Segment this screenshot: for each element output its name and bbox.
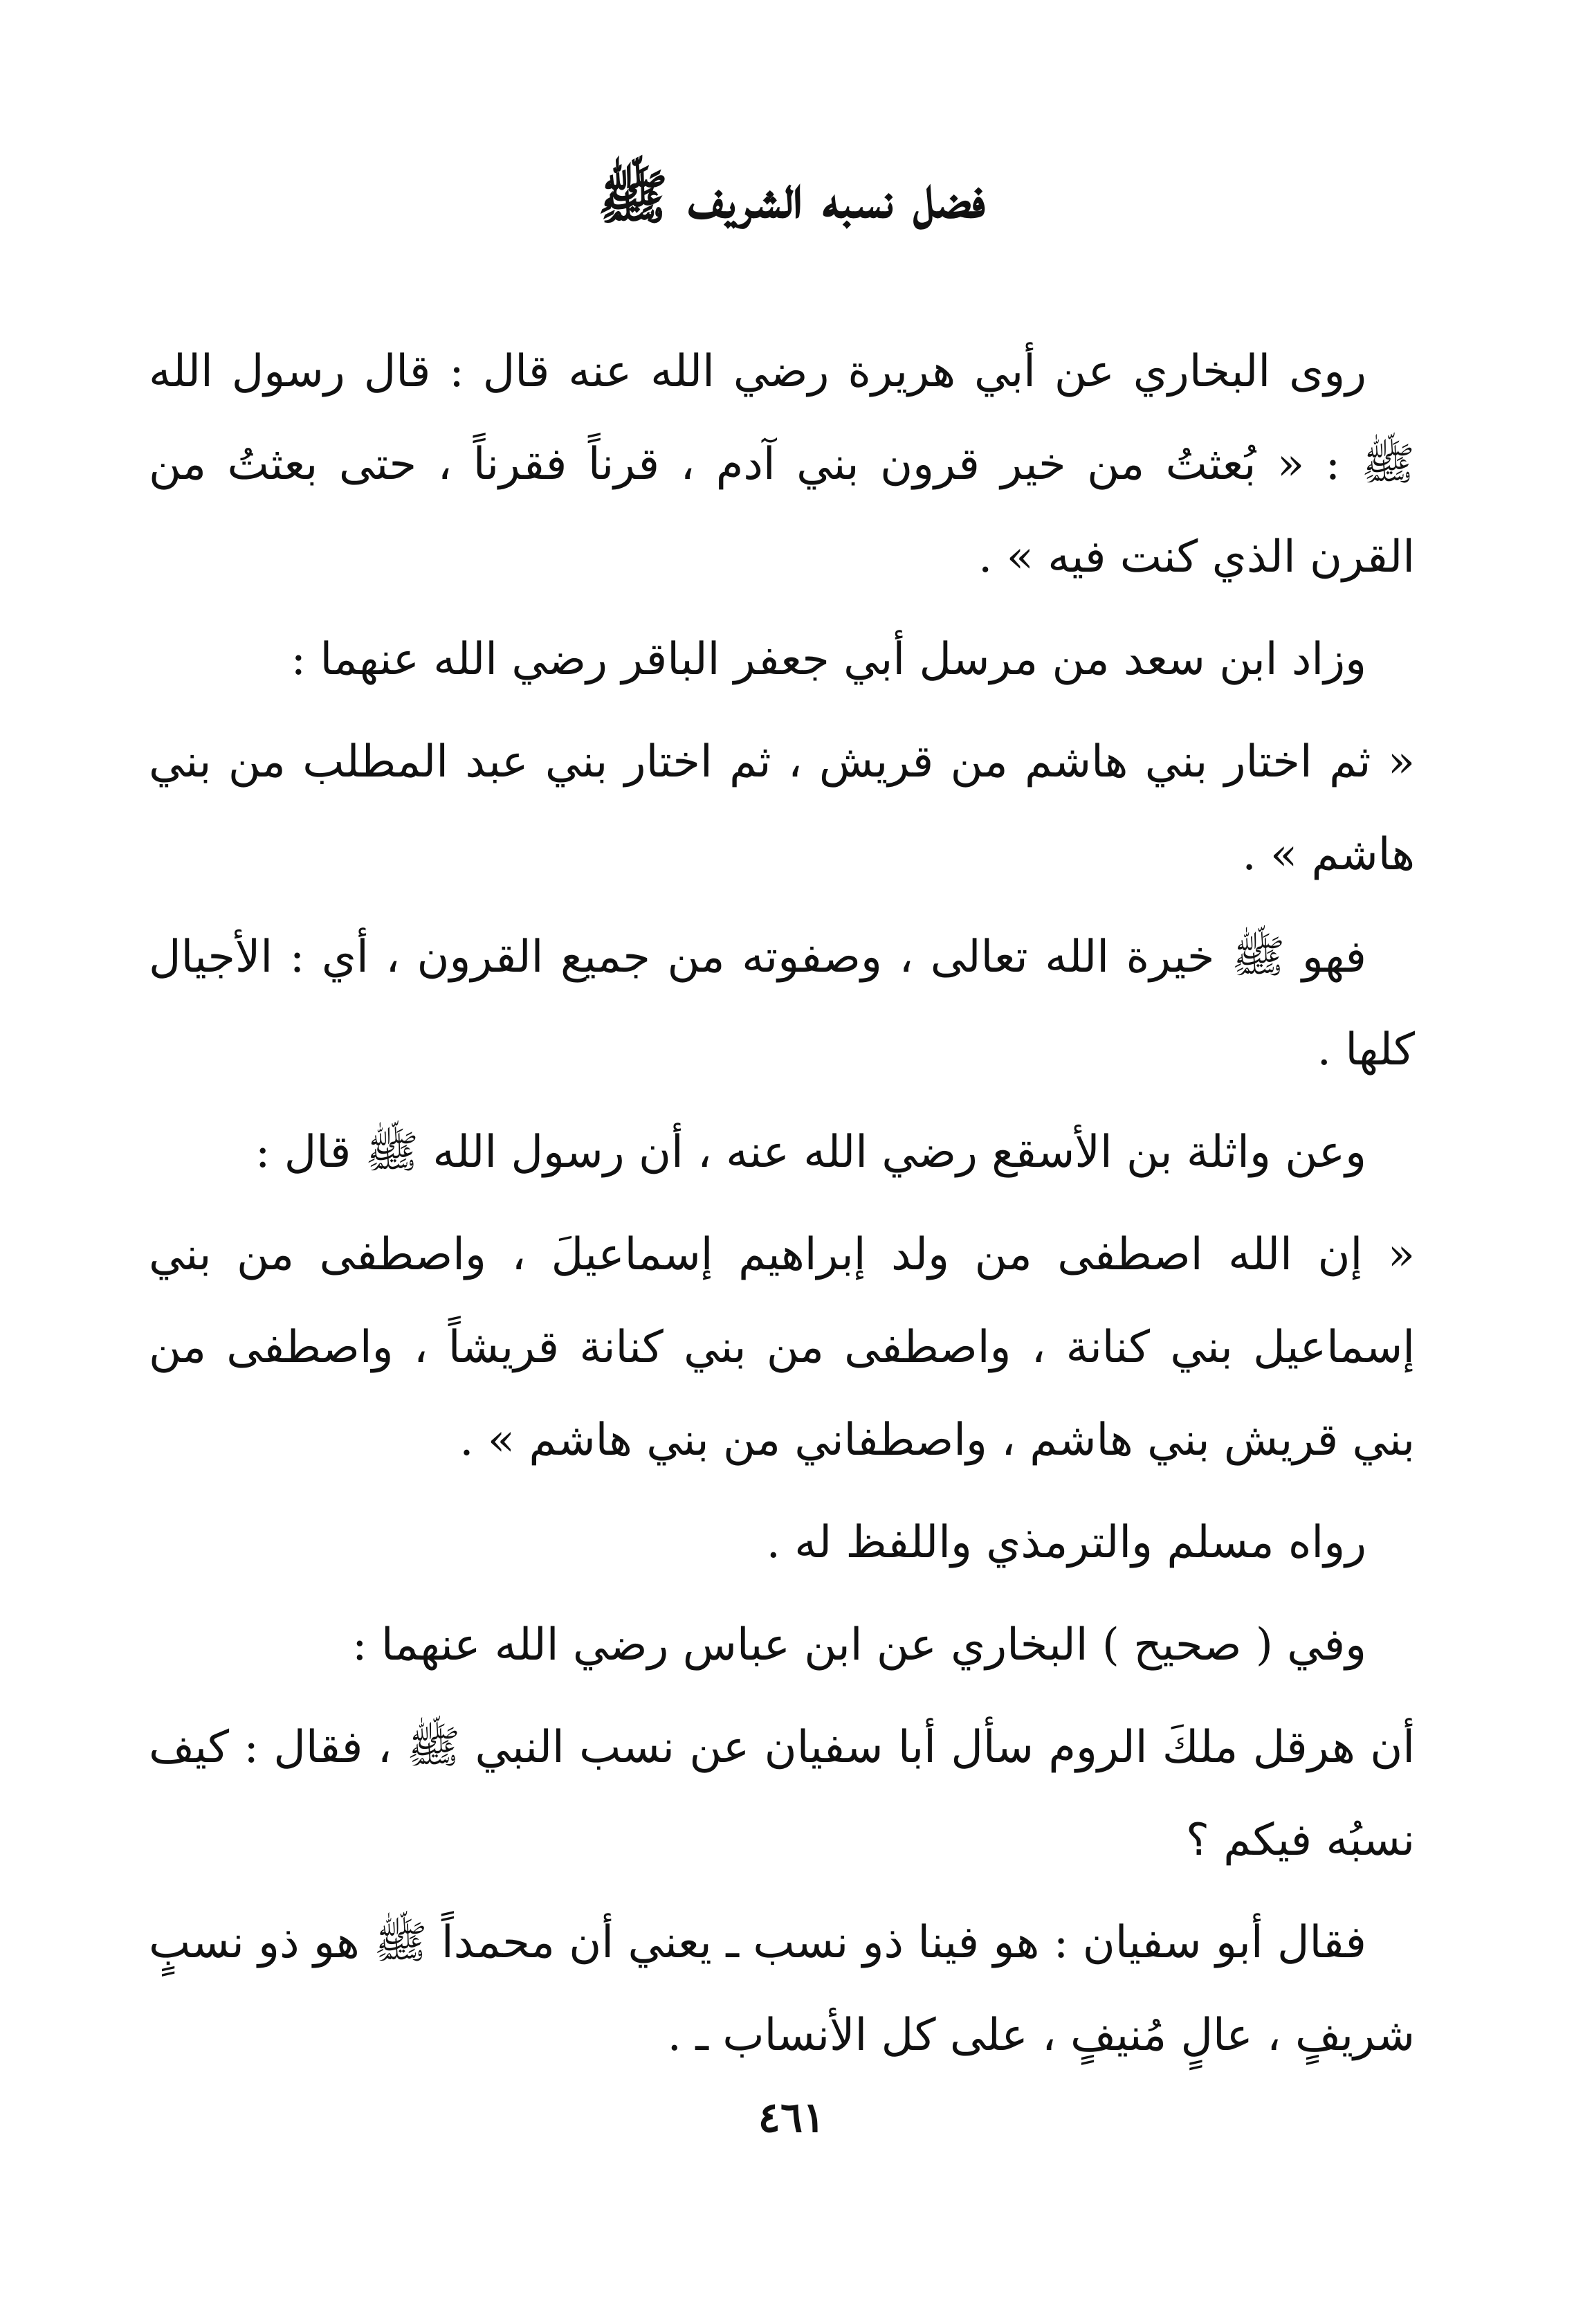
paragraph-ibn-saad-intro: وزاد ابن سعد من مرسل أبي جعفر الباقر رضي الله عنهما : [291,634,1366,685]
body-text [149,325,1415,2091]
paragraph-ibn-abbas-intro: وفي ( صحيح ) البخاري عن ابن عباس رضي الله عنهما : [351,1619,1366,1671]
paragraph-muslim-tirmidhi: رواه مسلم والترمذي واللفظ له . [766,1517,1366,1568]
paragraph-ibn-saad-quote: « ثم اختار بني هاشم من قريش ، ثم اختار بني عبد المطلب من بني هاشم » . [149,736,1415,880]
paragraph-heraclius-question: أن هرقل ملكَ الروم سأل أبا سفيان عن نسب النبي ﷺ ، فقال : كيف نسبُه فيكم ؟ [149,1722,1415,1866]
paragraph-bukhari-hadith: روى البخاري عن أبي هريرة رضي الله عنه قال : قال رسول الله ﷺ : « بُعثتُ من خير قرون بني آدم ، قرناً فقرناً ، حتى بعثتُ من القرن الذي كنت فيه » . [149,346,1415,583]
paragraph-wathila-quote: « إن الله اصطفى من ولد إبراهيم إسماعيلَ ، واصطفى من بني إسماعيل بني كنانة ، واصطفى من بني كنانة قريشاً ، واصطفى من بني قريش بني هاشم ، واصطفاني من بني هاشم » . [149,1229,1415,1466]
page-number: ٤٦١ [758,2094,825,2142]
paragraph-khiyarat-allah: فهو ﷺ خيرة الله تعالى ، وصفوته من جميع القرون ، أي : الأجيال كلها . [149,932,1415,1075]
chapter-title: فضل نسبه الشريف ﷺ [598,163,985,231]
paragraph-abu-sufyan-answer: فقال أبو سفيان : هو فينا ذو نسب ـ يعني أن محمداً ﷺ هو ذو نسبٍ شريفٍ ، عالٍ مُنيفٍ ، على كل الأنساب ـ . [149,1917,1415,2061]
paragraph-wathila-intro: وعن واثلة بن الأسقع رضي الله عنه ، أن رسول الله ﷺ قال : [255,1127,1366,1178]
